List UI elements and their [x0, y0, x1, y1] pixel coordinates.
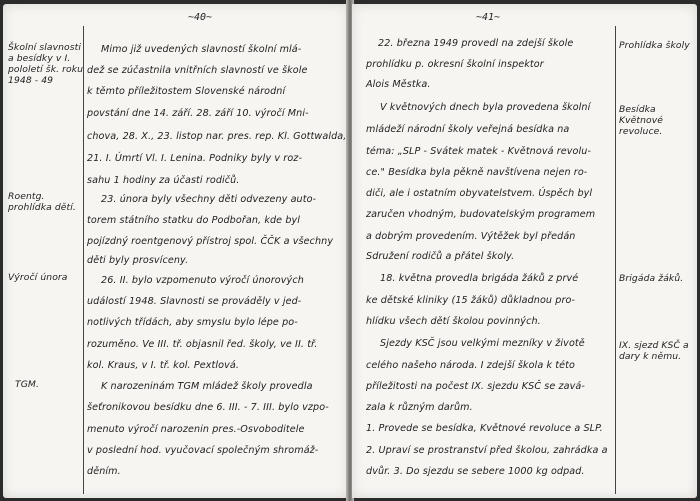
text-line: dež se zúčastnila vnitřních slavností ve škole	[87, 65, 308, 76]
page-number: ~40~	[188, 12, 213, 23]
margin-note: IX. sjezd KSČ a dary k němu.	[619, 340, 689, 362]
text-line: chova, 28. X., 23. listop nar. pres. rep. Kl. Gottwalda,	[87, 131, 347, 142]
text-line: notlivých třídách, aby smyslu bylo lépe po-	[87, 317, 298, 328]
text-line: děním.	[87, 466, 121, 477]
text-line: K narozeninám TGM mládež školy provedla	[101, 381, 313, 392]
margin-rule	[83, 26, 84, 494]
text-line: dvůr. 3. Do sjezdu se sebere 1000 kg odpad.	[366, 466, 585, 477]
text-line: k těmto příležitostem Slovenské národní	[87, 86, 286, 97]
text-line: 1. Provede se besídka, Květnové revoluce a SLP.	[366, 423, 603, 434]
text-line: pojízdný roentgenový přístroj spol. ČČK a všechny	[87, 236, 334, 247]
text-line: Sjezdy KSČ jsou velkými mezníky v životě	[380, 338, 585, 349]
text-line: torem státního statku do Podbořan, kde byl	[87, 215, 301, 226]
text-line: šeťronikovou besídku dne 6. III. - 7. III. bylo vzpo-	[87, 402, 329, 413]
text-line: 2. Upraví se prostranství před školou, zahrádka a	[366, 445, 608, 456]
text-line: kol. Kraus, v I. tř. kol. Pextlová.	[87, 360, 240, 371]
text-line: v poslední hod. vyučovací společným shromáž-	[87, 445, 319, 456]
text-line: celého našeho národa. I zdejší škola k této	[366, 360, 575, 371]
text-line: V květnových dnech byla provedena školní	[380, 102, 591, 113]
text-line: zala k různým darům.	[366, 402, 473, 413]
text-line: 21. I. Úmrtí Vl. I. Lenina. Podniky byly v roz-	[87, 153, 303, 164]
text-line: hlídku všech dětí školou povinných.	[366, 316, 541, 327]
text-line: událostí 1948. Slavnosti se prováděly v jed-	[87, 296, 302, 307]
text-line: sahu 1 hodiny za účasti rodičů.	[87, 175, 240, 186]
text-line: Alois Městka.	[366, 79, 431, 90]
text-line: Mimo již uvedených slavností školní mlá-	[101, 44, 302, 55]
text-line: diči, ale i ostatním obyvatelstvem. Úspěch byl	[366, 188, 593, 199]
text-line: 26. II. bylo vzpomenuto výročí únorových	[101, 275, 304, 286]
right-page	[352, 4, 697, 498]
margin-note: Roentg. prohlídka dětí.	[8, 191, 76, 213]
margin-note: Prohlídka školy	[619, 40, 690, 51]
margin-note: Besídka Květnové revoluce.	[619, 104, 664, 137]
left-page	[3, 4, 348, 498]
text-line: 23. února byly všechny děti odvezeny auto-	[101, 194, 317, 205]
margin-note: TGM.	[15, 379, 39, 390]
margin-note: Brigáda žáků.	[619, 273, 684, 284]
text-line: ke dětské kliniky (15 žáků) důkladnou pro-	[366, 295, 576, 306]
margin-note: Školní slavnosti a besídky v I. pololetí šk. roku 1948 - 49	[8, 42, 84, 86]
page-number: ~41~	[476, 12, 501, 23]
text-line: ce." Besídka byla pěkně navštívena nejen ro-	[366, 167, 588, 178]
margin-note: Výročí února	[8, 272, 68, 283]
text-line: děti byly prosvíceny.	[87, 255, 189, 266]
text-line: příležitosti na počest IX. sjezdu KSČ se zavá-	[366, 381, 585, 392]
text-line: zaručen vhodným, budovatelským programem	[366, 209, 596, 220]
text-line: menuto výročí narozenin pres.-Osvoboditele	[87, 424, 305, 435]
text-line: povstání dne 14. září. 28. září 10. výročí Mni-	[87, 108, 309, 119]
text-line: mládeží národní školy veřejná besídka na	[366, 124, 570, 135]
text-line: prohlídku p. okresní školní inspektor	[366, 59, 544, 70]
text-line: Sdružení rodičů a přátel školy.	[366, 251, 515, 262]
text-line: 22. března 1949 provedl na zdejší škole	[378, 38, 574, 49]
text-line: rozuměno. Ve III. tř. objasnil řed. školy, ve II. tř.	[87, 339, 318, 350]
text-line: 18. května provedla brigáda žáků z prvé	[380, 273, 579, 284]
margin-rule	[615, 26, 616, 494]
text-line: téma: „SLP - Svátek matek - Květnová revolu-	[366, 146, 592, 157]
text-line: a dobrým provedením. Výtěžek byl předán	[366, 231, 576, 242]
